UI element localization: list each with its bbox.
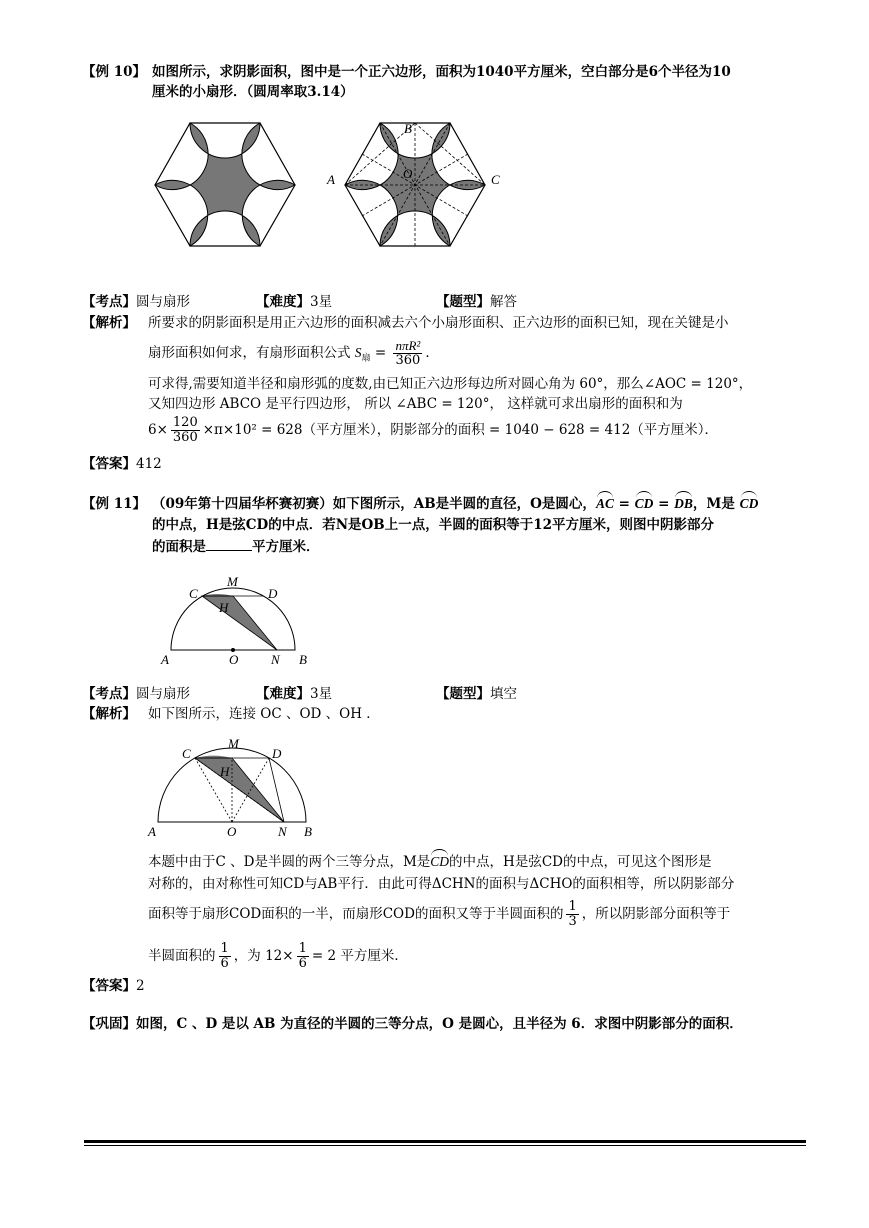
example-10-type: 【题型】解答 [436,294,517,310]
svg-text:N: N [278,824,287,839]
sector-formula-fraction: $\frac{\text{nπR²}}{360}$ [395,338,421,368]
example-11-meta: 【考点】圆与扇形 [82,686,190,702]
svg-text:D: D [272,746,282,761]
example-11-para-line-1: 本题中由于C 、D是半圆的两个三等分点，M是CD的中点，H是弦CD的中点，可见这个图形是 [148,854,712,870]
shaded-region [155,123,295,246]
label-c: C [491,172,500,187]
svg-text:M: M [227,574,238,589]
example-11-para-line-4: 半圆面积的 $\frac{1}{6}$ ，为 12× $\frac{1}{6}$ = 2 平方厘米． [148,941,408,971]
example-10-question-line-2: 厘米的小扇形．（圆周率取3.14） [152,84,354,100]
svg-text:H: H [219,600,229,615]
example-10-tag: 【例 10】 [82,64,146,80]
svg-text:D: D [268,586,278,601]
example-10-solution-line-3: 可求得,需要知道半径和扇形弧的度数,由已知正六边形每边所对圆心角为 60°，那么∠AOC = 120°， [148,376,753,392]
footer-rule-thick [84,1140,806,1143]
kaodian-value: 圆与扇形 [136,294,190,310]
example-11-para-line-3: 面积等于扇形COD面积的一半，而扇形COD的面积又等于半圆面积的 $\frac{1}{3}$ ，所以阴影部分面积等于 [148,899,731,929]
example-10-solution-line-5: 6× $\frac{120}{360}$ ×π×10² = 628（平方厘米），阴影部分的面积 = 1040 − 628 = 412（平方厘米）． [148,415,719,445]
svg-text:N: N [271,652,280,667]
jiexi-tag-11: 【解析】 [82,706,136,722]
example-11-tag: 【例 11】 [82,496,146,512]
label-b: B [404,121,412,136]
example-11-para-line-2: 对称的，由对称性可知CD与AB平行．由此可得ΔCHN的面积与ΔCHO的面积相等，所以阴影部分 [148,876,735,892]
example-11-difficulty: 【难度】3星 [256,686,333,702]
footer-rule-thin [84,1145,806,1146]
example-11-solution-line-1: 如下图所示，连接 OC 、OD 、OH ． [148,706,380,722]
svg-text:B: B [304,824,312,839]
svg-text:A: A [148,824,156,839]
gonggu-question: 【巩固】如图，C 、D 是以 AB 为直径的半圆的三等分点，O 是圆心，且半径为 6．求图中阴影部分的面积． [82,1016,743,1032]
example-10-solution-line-4: 又知四边形 ABCO 是平行四边形， 所以 ∠ABC = 120°， 这样就可求出扇形的面积和为 [148,396,683,412]
example-10-solution-line-2: 扇形面积如何求，有扇形面积公式 $S_扇$ = $\frac{\text{nπR²}}{360}$ ． [148,338,439,368]
label-o: O [403,166,413,181]
hexagon-figure-left [150,112,300,262]
answer-blank [206,536,252,551]
example-11-question-line-1: （09年第十四届华杯赛初赛）如下图所示，AB是半圆的直径，O是圆心，AC = CD = DB，M是 CD [152,496,759,512]
example-10-meta [82,292,190,312]
jiexi-tag: 【解析】 [82,315,136,331]
semicircle-solution-figure [150,728,325,840]
example-11-question-line-2: 的中点，H是弦CD的中点．若N是OB上一点，半圆的面积等于12平方厘米，则图中阴影部分 [152,517,715,533]
svg-text:M: M [228,736,239,751]
example-11-answer: 【答案】2 [82,978,145,994]
kaodian-tag: 【考点】 [82,294,136,310]
svg-text:A: A [161,652,169,667]
svg-text:H: H [220,764,230,779]
svg-text:B: B [299,652,307,667]
hexagon-figure-right [320,112,510,262]
example-11-type: 【题型】填空 [436,686,517,702]
svg-text:O: O [229,652,239,667]
svg-text:C: C [189,586,198,601]
example-11-question-line-3: 的面积是 平方厘米． [152,536,320,557]
svg-text:C: C [182,746,191,761]
example-10-difficulty: 【难度】3星 [256,294,333,310]
example-10-solution-line-1: 所要求的阴影面积是用正六边形的面积减去六个小扇形面积、正六边形的面积已知，现在关键是小 [148,315,729,331]
example-10-answer: 【答案】412 [82,456,162,472]
semicircle-figure [155,565,325,670]
svg-text:O: O [227,824,237,839]
example-10-question-line-1: 如图所示，求阴影面积，图中是一个正六边形，面积为1040平方厘米，空白部分是6个半径为10 [152,64,731,80]
label-a: A [327,172,335,187]
